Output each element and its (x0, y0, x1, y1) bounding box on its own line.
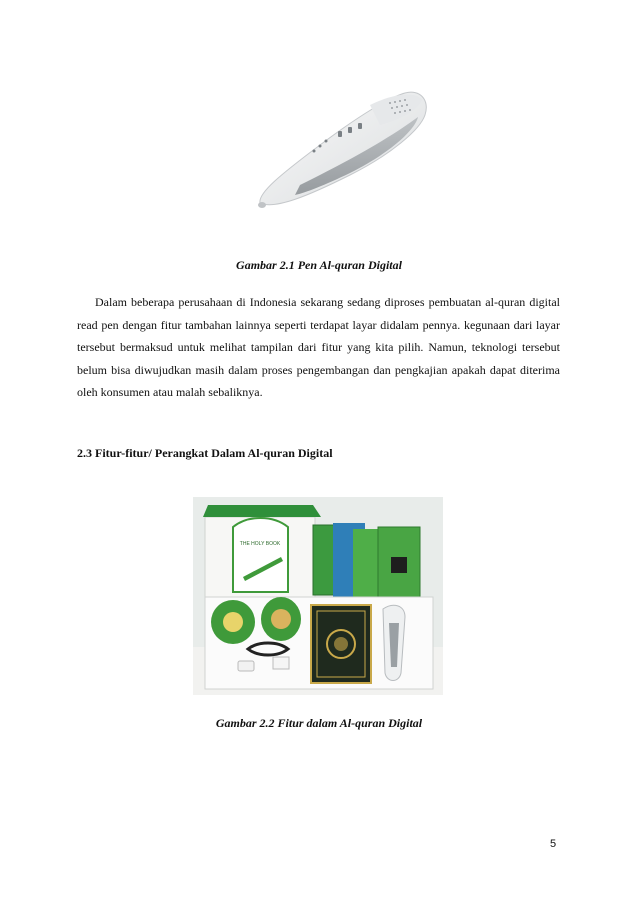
figure-2-caption: Gambar 2.2 Fitur dalam Al-quran Digital (215, 716, 423, 730)
quran-package-photo (193, 497, 443, 695)
quran-pen-photo (240, 75, 440, 215)
figure-1-caption: Gambar 2.1 Pen Al-quran Digital (236, 258, 402, 272)
page-number: 5 (550, 838, 557, 850)
box-label: THE HOLY BOOK (239, 541, 281, 547)
section-heading: 2.3 Fitur-fitur/ Perangkat Dalam Al-quran Digital (77, 446, 333, 460)
paragraph-text: Dalam beberapa perusahaan di Indonesia sekarang sedang diproses pembuatan al-quran digital read pen dengan fitur tambahan lainnya seperti terdapat layar didalam pennya. kegunaan dari layar tersebut bermaksud untuk melihat tampilan dari fitur yang kita pilih. Namun, teknologi tersebut belum bisa diwujudkan masih dalam proses pengembangan dan pengkajian apakah dapat diterima oleh konsumen atau malah sebaliknya. (77, 295, 560, 399)
body-paragraph (77, 291, 560, 404)
